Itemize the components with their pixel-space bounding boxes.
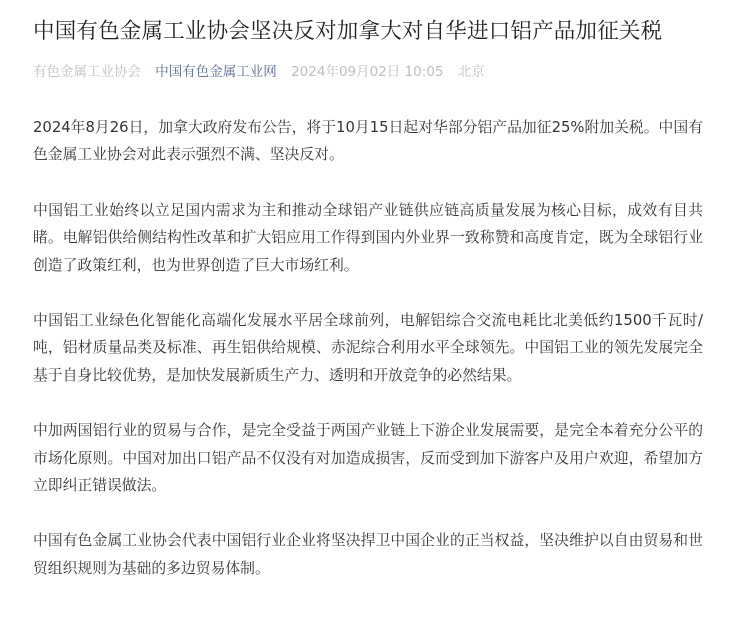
- article-paragraph: 2024年8月26日，加拿大政府发布公告，将于10月15日起对华部分铝产品加征25%附加关税。中国有色金属工业协会对此表示强烈不满、坚决反对。: [33, 119, 703, 164]
- article-title: 中国有色金属工业协会坚决反对加拿大对自华进口铝产品加征关税: [33, 19, 663, 44]
- meta-datetime: 2024年09月02日 10:05: [291, 64, 444, 80]
- article-paragraph: 中国铝工业始终以立足国内需求为主和推动全球铝产业链供应链高质量发展为核心目标，成效有目共睹。电解铝供给侧结构性改革和扩大铝应用工作得到国内外业界一致称赞和高度肯定，既为全球铝行业创造了政策红利，也为世界创造了巨大市场红利。: [33, 201, 703, 274]
- meta-source-link[interactable]: 中国有色金属工业网: [155, 64, 277, 80]
- article-body: [33, 114, 703, 610]
- meta-location: 北京: [457, 64, 485, 80]
- article-paragraph: 中国有色金属工业协会代表中国铝行业企业将坚决捍卫中国企业的正当权益，坚决维护以自由贸易和世贸组织规则为基础的多边贸易体制。: [33, 532, 703, 577]
- meta-author: 有色金属工业协会: [33, 64, 141, 80]
- article-paragraph: 中加两国铝行业的贸易与合作，是完全受益于两国产业链上下游企业发展需要，是完全本着充分公平的市场化原则。中国对加出口铝产品不仅没有对加造成损害，反而受到加下游客户及用户欢迎，希望加方立即纠正错误做法。: [33, 422, 703, 495]
- article-meta: [33, 62, 495, 82]
- article-paragraph: 中国铝工业绿色化智能化高端化发展水平居全球前列，电解铝综合交流电耗比北美低约1500千瓦时/吨，铝材质量品类及标准、再生铝供给规模、赤泥综合利用水平全球领先。中国铝工业的领先发展完全基于自身比较优势，是加快发展新质生产力、透明和开放竞争的必然结果。: [33, 312, 703, 384]
